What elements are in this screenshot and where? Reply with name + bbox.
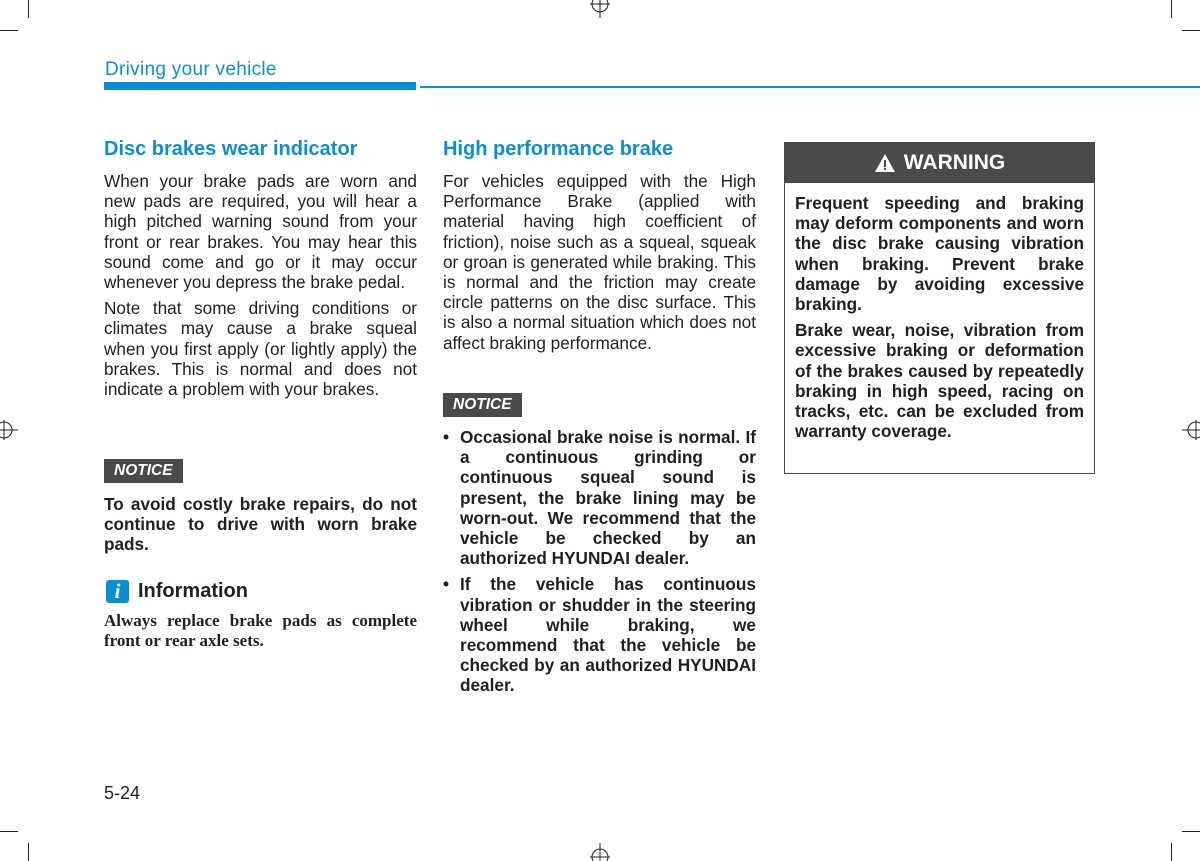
notice-label-left: NOTICE — [104, 459, 183, 483]
information-icon: i — [106, 580, 129, 603]
bullet-icon: • — [443, 427, 450, 447]
notice-text-left: To avoid costly brake repairs, do not continue to drive with worn brake pads. — [104, 494, 417, 555]
column-left — [104, 138, 417, 399]
high-performance-brake-paragraph: For vehicles equipped with the High Performance Brake (applied with material having high coefficient of friction), noise such as a squeal, squeak or groan is generated while braking. This is normal and the friction may create circle patterns on the disc surface. This is also a normal situation which does not affect braking performance. — [443, 171, 756, 353]
disc-brakes-heading: Disc brakes wear indicator — [104, 138, 358, 160]
registration-mark-left — [0, 418, 18, 442]
list-item — [443, 427, 756, 568]
warning-paragraph-2: Brake wear, noise, vibration from excessive braking or deformation of the brakes caused by repeatedly braking in high speed, racing on tracks, etc. can be excluded from warranty coverage. — [795, 320, 1084, 442]
column-middle — [443, 138, 756, 353]
registration-mark-bottom — [588, 843, 612, 861]
section-title: Driving your vehicle — [105, 59, 277, 80]
high-performance-brake-heading: High performance brake — [443, 138, 674, 160]
warning-body — [795, 193, 1084, 447]
registration-mark-top — [588, 0, 612, 20]
warning-header — [785, 143, 1094, 183]
warning-triangle-icon — [874, 153, 896, 173]
bullet-icon: • — [443, 574, 450, 595]
notice-bullet-list — [443, 427, 756, 702]
warning-title: WARNING — [903, 151, 1006, 174]
disc-brakes-paragraph-2: Note that some driving conditions or climates may cause a brake squeal when you first apply (or lightly apply) the brakes. This is normal and does not indicate a problem with your brakes. — [104, 298, 417, 400]
list-item — [443, 574, 756, 695]
warning-paragraph-1: Frequent speeding and braking may deform components and worn the disc brake causing vibration when braking. Prevent brake damage by avoiding excessive braking. — [795, 193, 1084, 315]
warning-box — [784, 142, 1095, 474]
notice-label-middle: NOTICE — [443, 393, 522, 417]
header-rule-accent — [104, 82, 416, 90]
bullet-text: Occasional brake noise is normal. If a continuous grinding or continuous squeal sound is present, the brake lining may be worn-out. We recommend that the vehicle be checked by an authorized HYUNDAI dealer. — [460, 427, 756, 569]
bullet-text: If the vehicle has continuous vibration or shudder in the steering wheel while braking, we recommend that the vehicle be checked by an authorized HYUNDAI dealer. — [460, 574, 756, 696]
header-rule — [420, 86, 1200, 88]
information-title: Information — [138, 580, 248, 602]
disc-brakes-paragraph-1: When your brake pads are worn and new pads are required, you will hear a high pitched warning sound from your front or rear brakes. You may hear this sound come and go or it may occur whenever you depress the brake pedal. — [104, 171, 417, 293]
information-text: Always replace brake pads as complete front or rear axle sets. — [104, 611, 417, 651]
page-number: 5-24 — [104, 783, 141, 803]
registration-mark-right — [1182, 418, 1200, 442]
